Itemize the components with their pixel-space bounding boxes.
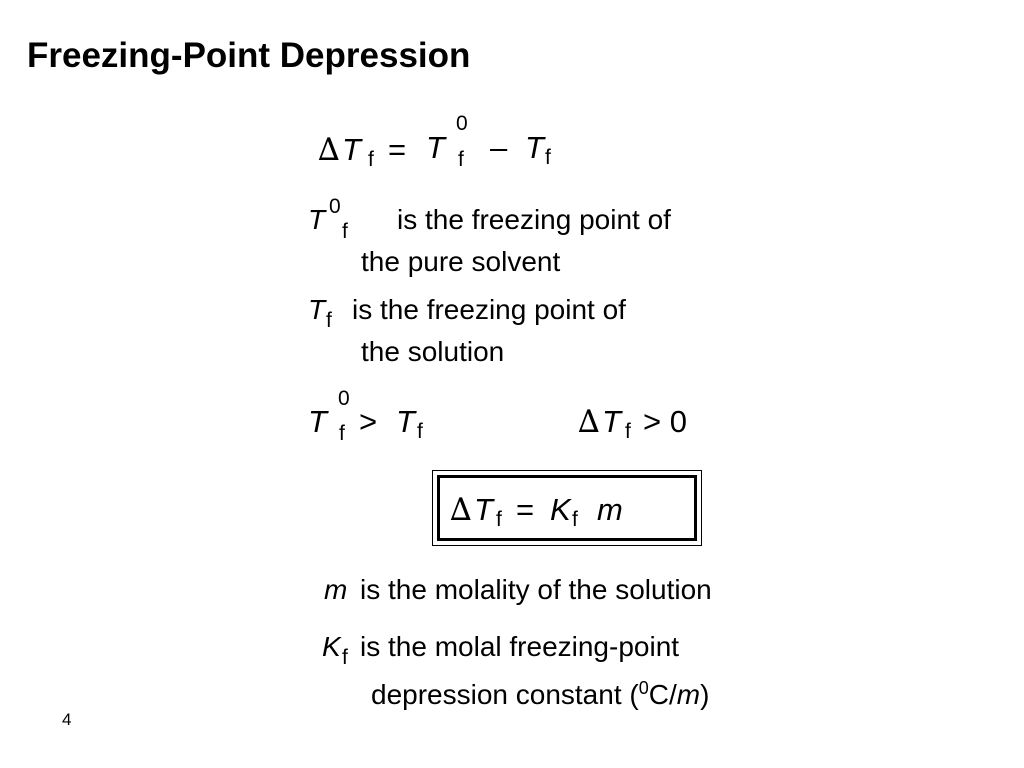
variable-m: m [324,574,348,605]
variable-T: T [308,204,326,235]
delta-symbol: ∆ [318,132,340,168]
unit-superscript: 0 [638,678,649,698]
definition-text-line2: the solution [361,336,505,367]
variable-T: T [342,132,361,167]
definition-text-line1: is the freezing point of [352,294,626,325]
minus-sign: – [490,130,508,165]
variable-T: T [602,404,621,439]
delta-symbol: ∆ [450,492,472,528]
subscript-f: f [496,508,502,531]
subscript-f: f [342,220,348,243]
subscript-f: f [545,146,551,169]
unit-celsius: C/ [648,679,677,710]
variable-T: T [426,130,445,165]
variable-T: T [525,130,544,165]
unit-molality: m [676,679,701,710]
subscript-f: f [326,309,332,332]
superscript-0: 0 [456,112,468,135]
slide-number: 4 [62,710,72,729]
greater-than-sign: > [359,404,378,439]
variable-K: K [550,492,571,527]
equals-sign: = [516,492,535,527]
definition-text-line1: is the freezing point of [397,204,671,235]
definition-text-line2: the pure solvent [361,246,561,277]
slide-title: Freezing-Point Depression [27,36,471,75]
unit-suffix: ) [700,679,710,710]
subscript-f: f [417,420,423,443]
variable-T: T [474,492,493,527]
subscript-f: f [625,420,631,443]
subscript-f: f [342,646,348,669]
definition-text-line1: is the molal freezing-point [360,631,680,662]
variable-K: K [322,631,341,662]
definition-text-line2 [371,671,709,712]
unit-prefix: depression constant ( [371,679,639,710]
subscript-f: f [458,148,464,171]
variable-T: T [396,404,415,439]
superscript-0: 0 [329,195,341,218]
subscript-f: f [368,148,374,171]
equals-sign: = [388,132,407,167]
variable-T: T [308,294,326,325]
delta-symbol: ∆ [578,404,600,440]
definition-text: is the molality of the solution [360,574,712,605]
subscript-f: f [339,422,345,445]
variable-T: T [308,404,327,439]
subscript-f: f [572,508,578,531]
comparison-value: > 0 [643,404,687,439]
superscript-0: 0 [338,387,350,410]
variable-m: m [597,492,623,527]
